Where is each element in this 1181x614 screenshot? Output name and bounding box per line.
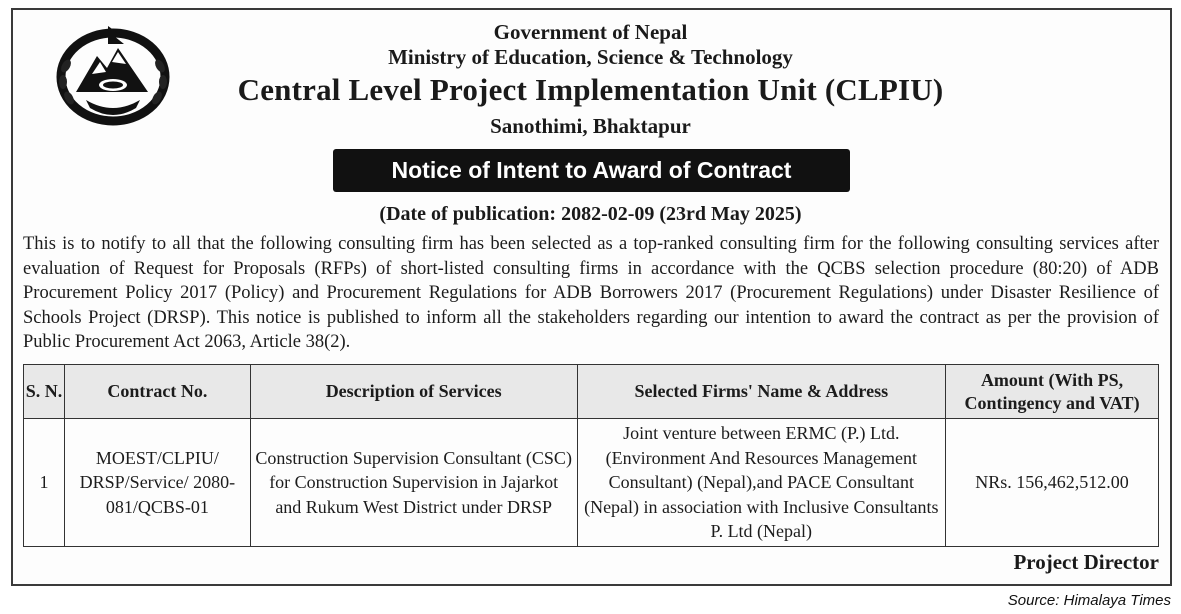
notice-paragraph: This is to notify to all that the following consulting firm has been selected as a top-ranked consulting firm for the following consulting services after evaluation of Request for Proposals (RFPs) of short-listed consulting firms in accordance with the QCBS selection procedure (80:20) of ADB Procurement Policy 2017 (Policy) and Procurement Regulations for ADB Borrowers 2017 (Procurement Regulations) under Disaster Resilience of Schools Project (DRSP). This notice is published to inform all the stakeholders regarding our intention to award the contract as per the provision of Public Procurement Act 2063, Article 38(2). <box>23 234 1159 353</box>
award-table <box>23 364 1159 547</box>
cell-contract-no: MOEST/CLPIU/ DRSP/Service/ 2080-081/QCBS-01 <box>64 419 250 547</box>
location-title: Sanothimi, Bhaktapur <box>490 114 691 138</box>
signoff-title: Project Director <box>1013 550 1159 574</box>
table-header-row <box>24 365 1159 419</box>
unit-title: Central Level Project Implementation Unit (CLPIU) <box>237 72 944 107</box>
header-firm: Selected Firms' Name & Address <box>577 365 946 419</box>
government-title: Government of Nepal <box>493 20 688 44</box>
publication-date: (Date of publication: 2082-02-09 (23rd May 2025) <box>379 203 802 225</box>
cell-description: Construction Supervision Consultant (CSC) for Construction Supervision in Jajarkot and Rukum West District under DRSP <box>250 419 577 547</box>
header-contract-no: Contract No. <box>64 365 250 419</box>
ministry-title: Ministry of Education, Science & Technology <box>388 45 793 69</box>
source-credit: Source: Himalaya Times <box>1007 592 1171 609</box>
header-sn: S. N. <box>24 365 65 419</box>
table-row <box>24 419 1159 547</box>
cell-sn: 1 <box>24 419 65 547</box>
header-amount: Amount (With PS, Contingency and VAT) <box>946 365 1159 419</box>
cell-amount: NRs. 156,462,512.00 <box>946 419 1159 547</box>
notice-title-bar: Notice of Intent to Award of Contract <box>333 149 850 192</box>
cell-firm: Joint venture between ERMC (P.) Ltd. (Environment And Resources Management Consultant) (Nepal),and PACE Consultant (Nepal) in association with Inclusive Consultants P. Ltd (Nepal) <box>577 419 946 547</box>
header-description: Description of Services <box>250 365 577 419</box>
